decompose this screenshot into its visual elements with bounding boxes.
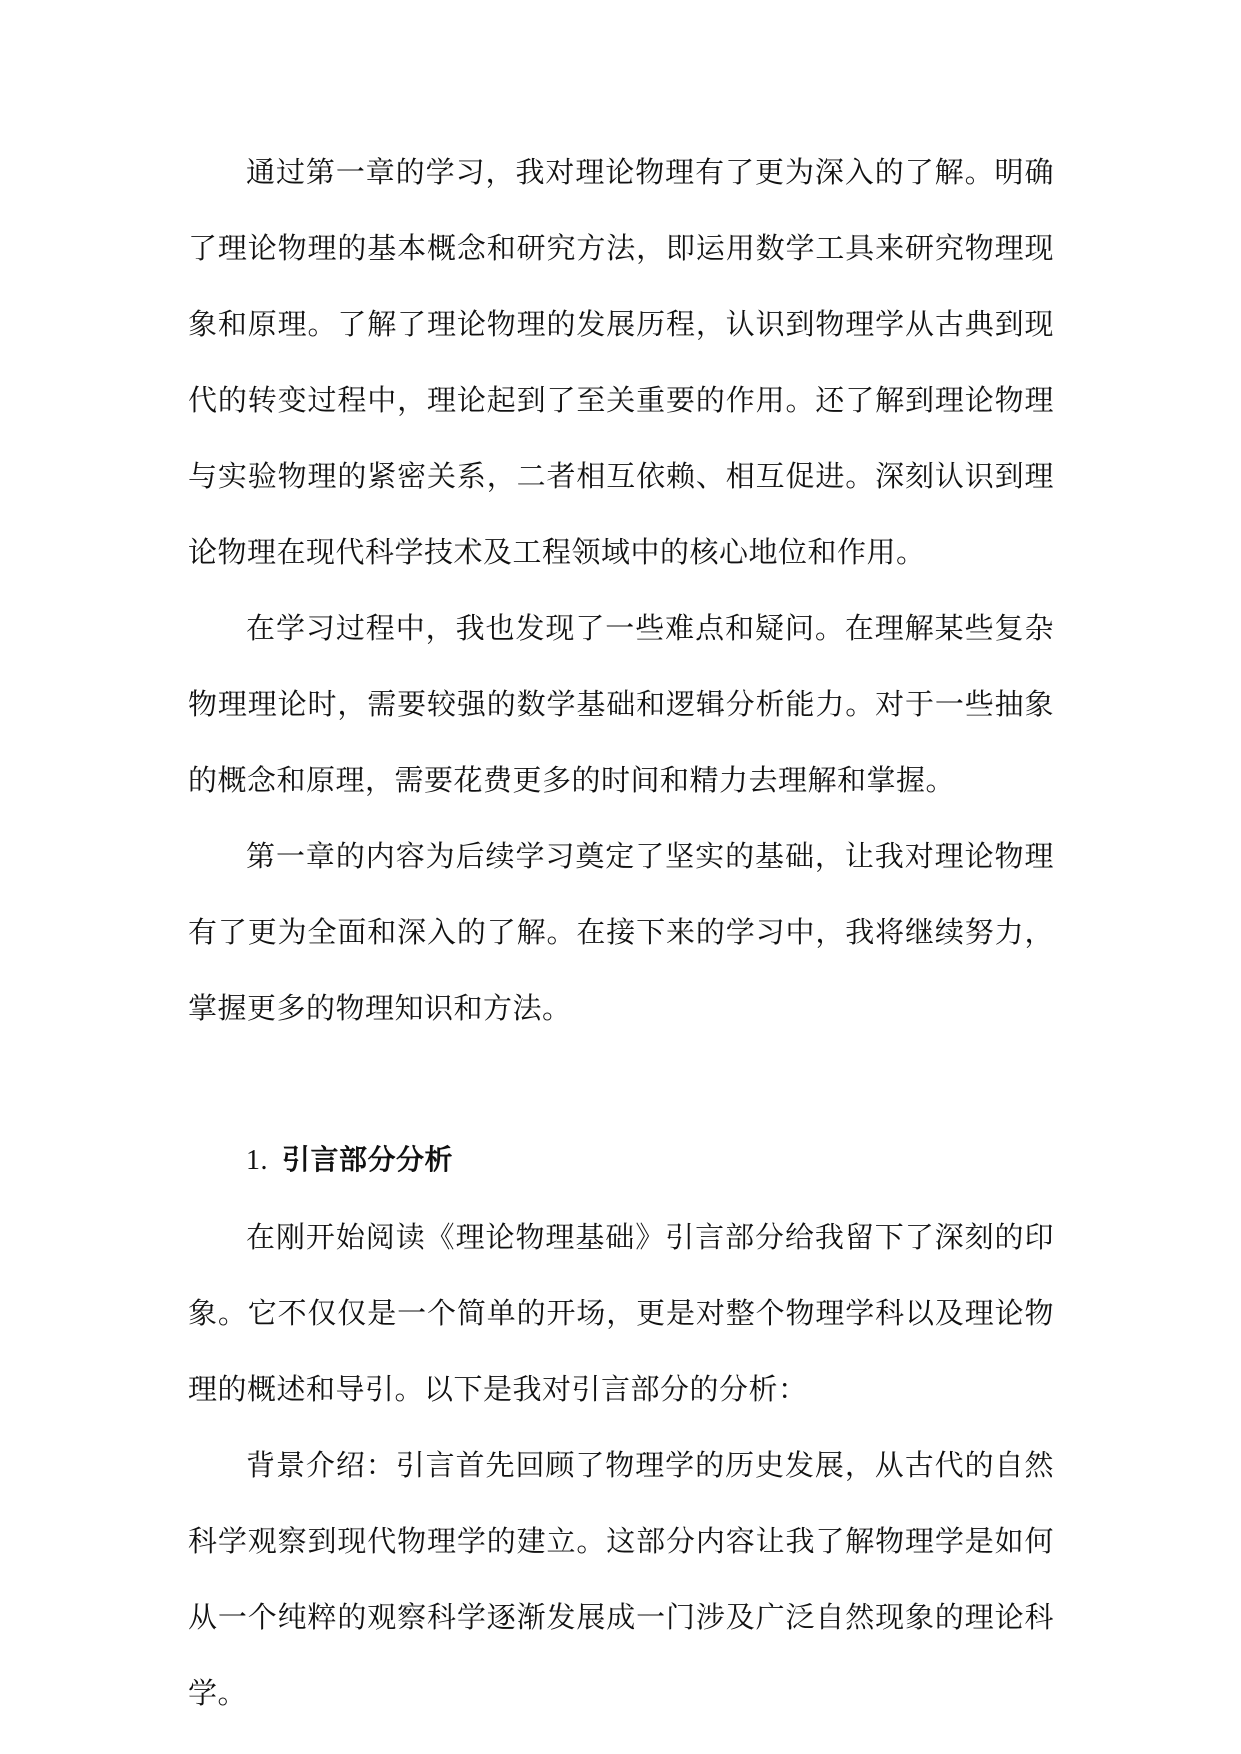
paragraph-introduction-analysis: 在刚开始阅读《理论物理基础》引言部分给我留下了深刻的印象。它不仅仅是一个简单的开场，更是对整个物理学科以及理论物理的概述和导引。以下是我对引言部分的分析：	[188, 1220, 1054, 1406]
paragraph-difficulties: 在学习过程中，我也发现了一些难点和疑问。在理解某些复杂物理理论时，需要较强的数学基础和逻辑分析能力。对于一些抽象的概念和原理，需要花费更多的时间和精力去理解和掌握。	[188, 611, 1054, 797]
document-body	[188, 134, 1054, 1731]
paragraph-conclusion: 第一章的内容为后续学习奠定了坚实的基础，让我对理论物理有了更为全面和深入的了解。在接下来的学习中，我将继续努力，掌握更多的物理知识和方法。	[188, 839, 1054, 1025]
paragraph-chapter-summary: 通过第一章的学习，我对理论物理有了更为深入的了解。明确了理论物理的基本概念和研究方法，即运用数学工具来研究物理现象和原理。了解了理论物理的发展历程，认识到物理学从古典到现代的转变过程中，理论起到了至关重要的作用。还了解到理论物理与实验物理的紧密关系，二者相互依赖、相互促进。深刻认识到理论物理在现代科学技术及工程领域中的核心地位和作用。	[188, 155, 1054, 569]
section-title: 引言部分分析	[282, 1143, 454, 1176]
section-heading	[188, 1122, 1054, 1199]
section-number: 1.	[246, 1145, 268, 1176]
paragraph-background: 背景介绍：引言首先回顾了物理学的历史发展，从古代的自然科学观察到现代物理学的建立。这部分内容让我了解物理学是如何从一个纯粹的观察科学逐渐发展成一门涉及广泛自然现象的理论科学。	[188, 1448, 1054, 1710]
